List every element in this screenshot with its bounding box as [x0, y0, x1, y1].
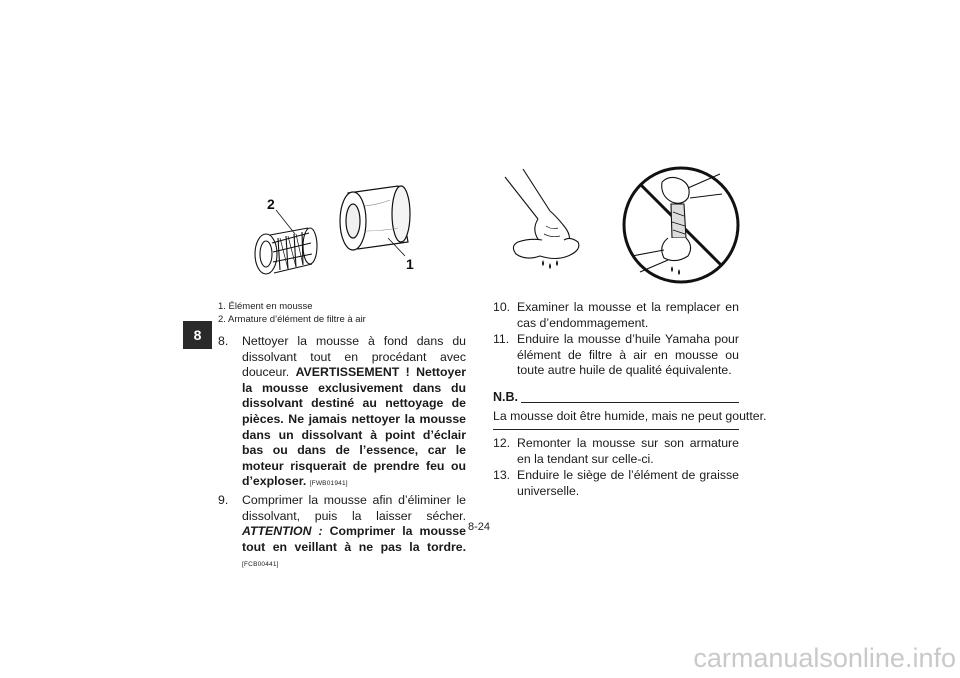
note-box: [493, 389, 767, 430]
foam-element-shape: [340, 186, 410, 250]
step-13: [493, 468, 739, 499]
step-number: 13.: [493, 468, 511, 483]
attention-label: ATTENTION :: [242, 524, 323, 539]
figure-captions: [218, 300, 366, 326]
foam-filter-illustration: [240, 176, 440, 291]
figure-squeeze-foam: [500, 164, 742, 289]
step-11: [493, 332, 739, 379]
note-text: La mousse doit être humide, mais ne peut goutter.: [493, 406, 739, 431]
twist-drops: [671, 266, 680, 275]
step-text: Remonter la mousse sur son armature en la tendant sur celle-ci.: [517, 436, 739, 466]
step-text: Enduire le siège de l’élément de graisse universelle.: [517, 468, 739, 498]
caption-filter-frame: 2. Armature d’élément de filtre à air: [218, 314, 366, 325]
note-label: N.B.: [493, 389, 518, 404]
left-column: [218, 334, 466, 574]
callout-1: 1: [406, 256, 414, 272]
watermark: carmanualsonline.info: [693, 643, 956, 673]
note-rule: [521, 402, 739, 403]
callout-2: 2: [267, 196, 275, 212]
reference-code: [FCB00441]: [242, 561, 279, 569]
chapter-tab: [183, 321, 212, 349]
step-number: 11.: [493, 332, 510, 347]
step-9: [218, 493, 466, 573]
caption-foam-element: 1. Élément en mousse: [218, 301, 313, 312]
attention-text: Comprimer la mousse tout en veillant à ne pas la tordre.: [242, 524, 466, 554]
step-text: Enduire la mousse d’huile Yamaha pour élément de filtre à air en mousse ou toute autre huile de qualité équivalente.: [517, 332, 739, 378]
step-text: Comprimer la mousse afin d’éliminer le dissolvant, puis la laisser sécher.: [242, 492, 466, 523]
squeeze-illustration: [500, 164, 742, 289]
right-column: [493, 300, 767, 501]
filter-frame-shape: [255, 228, 317, 274]
figure-foam-filter: [240, 176, 440, 291]
step-number: 9.: [218, 492, 229, 507]
warning-text: AVERTISSEMENT ! Nettoyer la mousse exclusivement dans du dissolvant destiné au nettoyage de pièces. Ne jamais nettoyer la mousse dans un dissolvant à point d’éclair bas ou dans de l’essence, car le moteur risquerait de prendre feu ou d’exploser.: [242, 365, 466, 489]
step-12: [493, 436, 739, 467]
squeeze-correct-shape: [505, 169, 579, 259]
step-number: 10.: [493, 300, 511, 314]
drip-drops: [542, 260, 558, 269]
reference-code: [FWB01941]: [309, 480, 348, 488]
step-number: 12.: [493, 436, 511, 451]
step-text: Examiner la mousse et la remplacer en cas d’endommagement.: [517, 300, 739, 330]
leader-line-2: [276, 210, 295, 234]
page-number: 8-24: [468, 521, 491, 533]
step-number: 8.: [218, 334, 229, 348]
chapter-number: 8: [193, 327, 202, 343]
step-text: Nettoyer la mousse à fond dans du dissolvant tout en procédant avec douceur.: [242, 334, 466, 380]
step-10: [493, 300, 739, 331]
step-8: [218, 334, 466, 492]
